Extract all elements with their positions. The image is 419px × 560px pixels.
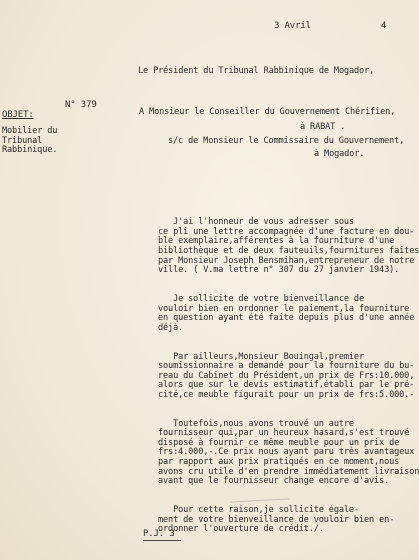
subject-label: OBJET: bbox=[2, 110, 34, 120]
subject-text: Mobilier du Tribunal Rabbinique. bbox=[2, 126, 58, 156]
recipient-line-1: A Monsieur le Conseiller du Gouvernement Chérifien, bbox=[139, 107, 396, 117]
sender-line: Le Président du Tribunal Rabbinique de Mogador, bbox=[138, 66, 375, 76]
body-paragraph-2: Je sollicite de votre bienveillance de vouloir bien en ordonner le paiement,la fourniture en question ayant été faite depuis plus d'une année déjà. bbox=[158, 293, 415, 333]
recipient-line-2: à RABAT . bbox=[300, 122, 346, 132]
page-number: 4 bbox=[381, 21, 387, 31]
reference-number: N° 379 bbox=[65, 100, 97, 110]
body-paragraph-3: Par ailleurs,Monsieur Bouingal,premier soumissionnaire a demandé pour la fourniture du bu- reau du Cabinet du Président,un prix de Frs:10.000, alors que sur le devis estimatif,établi par le pré- cité,ce meuble figurait pour un prix de frs:5.000.- bbox=[158, 351, 415, 400]
body-paragraph-4: Toutefois,nous avons trouvé un autre fournisseur qui,par un heureux hasard,s'est trouvé disposé à fournir ce même meuble pour un prix de frs:4.000,-.Ce prix nous ayant paru très avantageux par rapport aux prix pratiqués en ce moment,nous avons cru utile d'en prendre immédiatement livraison avant que le fournisseur change encore d'avis. bbox=[158, 418, 419, 487]
enclosure-note: P.J. 3 bbox=[143, 529, 175, 539]
body-paragraph-1: J'ai l'honneur de vous adresser sous ce pli une lettre accompagnée d'une facture en dou- ble exemplaire,afférentes à la fourniture d'une bibliothèque et de deux fauteuils,fournitures faites par Monsieur Joseph Bensmihan,entrepreneur de notre ville. ( V.ma lettre n° 307 du 27 janvier 1943). bbox=[158, 217, 419, 276]
enclosure-underline bbox=[143, 540, 181, 541]
body-paragraph-5: Pour cette raison,je sollicite égale- ment de votre bienveillance de vouloir bien en- ordonner l'ouverture de crédit./. bbox=[158, 505, 395, 535]
recipient-line-4: à Mogador. bbox=[314, 149, 365, 159]
recipient-line-3: s/c de Monsieur le Commissaire du Gouvernement, bbox=[168, 136, 405, 146]
letter-date: 3 Avril bbox=[274, 21, 311, 31]
